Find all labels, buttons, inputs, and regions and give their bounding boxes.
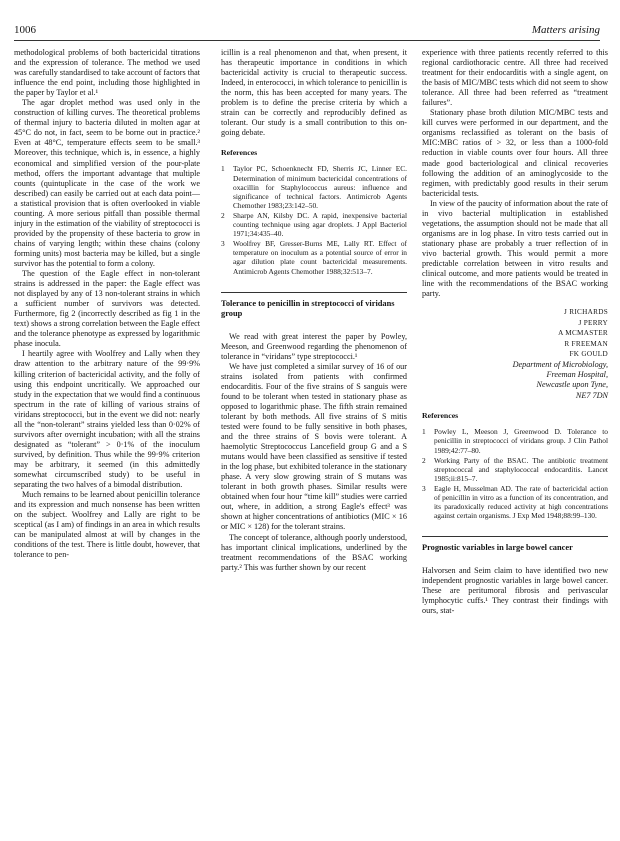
reference-item xyxy=(422,427,608,454)
reference-list xyxy=(422,427,608,520)
affiliation-line: NE7 7DN xyxy=(575,390,608,400)
article-separator-rule xyxy=(221,292,407,293)
paragraph: I heartily agree with Woolfrey and Lally when they draw attention to the arbitrary nature of the 99·9% killing criterion of bactericidal activity, and the folly of using this endpoint uncritically. We approached our study in the expectation that we would find a continuous spectrum in the rate of killing of various strains of viridans streptococci, but in the event we did not: nearly all the “non-tolerant” strains yielded less than 0·02% of survivors after overnight incubation; with all the strains designated as “tolerant” > 0·1% of the inoculum survived, by definition. Thus while the 99·9% criterion may be arbitrary, it seemed (in this admittedly somewhat circumscribed study) to be useful in separating the two halves of a bimodal distribution. xyxy=(14,349,200,490)
affiliation-line: Newcastle upon Tyne, xyxy=(536,380,608,390)
author-affiliation xyxy=(422,360,608,402)
reference-item xyxy=(221,211,407,238)
page-number: 1006 xyxy=(14,24,36,36)
reference-item xyxy=(221,164,407,209)
paragraph: We read with great interest the paper by Powley, Meeson, and Greenwood regarding the phenomenon of tolerance in “viridans” type streptococci.¹ xyxy=(221,331,407,361)
author-name: J RICHARDS xyxy=(564,308,608,317)
column-3 xyxy=(422,48,608,616)
affiliation-line: Freeman Hospital, xyxy=(546,370,608,380)
author-list xyxy=(422,307,608,360)
paragraph: Stationary phase broth dilution MIC/MBC tests and kill curves were performed in our department, and the organisms reclassified as tolerant on the basis of MIC:MBC ratios of > 32, or less than a 1000-fold reduction in viable counts over four hours. All three made good bacteriological and clinical recoveries following the addition of an aminoglycoside to the regimen, with predictably good results in their serum bactericidal tests. xyxy=(422,108,608,198)
reference-text: Powley L, Meeson J, Greenwood D. Tolerance to penicillin in streptococci of viridans group. J Clin Pathol 1989;42:77–80. xyxy=(434,427,608,455)
affiliation-line: Department of Microbiology, xyxy=(512,359,608,369)
reference-text: Woolfrey BF, Gresser-Burns ME, Lally RT. Effect of temperature on inoculum as a potential source of error in agar dilution plate count bactericidal measurements. Antimicrob Agents Chemother 1988;32:513–7. xyxy=(233,239,407,276)
reference-list xyxy=(221,164,407,275)
header-rule xyxy=(14,40,600,41)
column-1 xyxy=(14,48,200,560)
reference-text: Taylor PC, Schoenknecht FD, Sherris JC, Linner EC. Determination of minimum bactericidal concentrations of oxacillin for Staphylococcus aureus: influence and significance of technical factors. Antimicrob Agents Chemother 1983;23:142–50. xyxy=(233,164,407,210)
reference-number: 1 xyxy=(422,427,426,437)
reference-item xyxy=(422,484,608,520)
author-name: R FREEMAN xyxy=(564,339,608,348)
references-heading: References xyxy=(221,148,258,158)
paragraph: We have just completed a similar survey of 16 of our strains isolated from patients with confirmed endocarditis. Four of the five strains of S sanguis were found to be tolerant when tested in stationary phase as opposed to logarithmic phase. The fifth strain remained tolerant by both methods. All five strains of S mitis tested were found to be fully sensitive in both phases, and the three strains of S bovis were tolerant. A haemolytic Streptococcus Lancefield group G and a S mutans would have been classified as sensitive if tested in the log phase, but exhibited tolerance in the stationary phase. A very slow growing strain of S mutans was tolerant in both growth phases. Similar results were obtained when four hour “time kill” studies were carried out, where, in addition, a strong Eagle's effect³ was shown at higher concentrations of antibiotics (MIC × 16 or MIC × 128) for the tolerant strains. xyxy=(221,361,407,532)
column-2 xyxy=(221,48,407,573)
reference-number: 3 xyxy=(221,239,225,249)
article-title: Prognostic variables in large bowel cancer xyxy=(422,543,573,553)
reference-text: Eagle H, Musselman AD. The rate of bactericidal action of penicillin in vitro as a function of its concentration, and its paradoxically reduced activity at high concentrations against certain organisms. J Exp Med 1948;88:99–130. xyxy=(434,483,608,521)
reference-number: 2 xyxy=(221,210,225,220)
reference-item xyxy=(221,239,407,275)
paragraph: The concept of tolerance, although poorly understood, has important clinical implications, underlined by the treatment recommendations of the BSAC working party.² This was further shown by our recent xyxy=(221,532,407,572)
running-section-title: Matters arising xyxy=(531,24,600,36)
paragraph: experience with three patients recently referred to this regional cardiothoracic centre. All three had received treatment for their endocarditis with a single agent, on the basis of MIC/MBC tests which did not seem to show tolerance. All three had been referred as “treatment failures”. xyxy=(422,48,608,108)
paragraph: methodological problems of both bactericidal titrations and the expression of tolerance. The method we used was carefully standardised to take account of factors that influence the end point, including those highlighted in the paper by Taylor et al.¹ xyxy=(14,48,200,98)
paragraph: icillin is a real phenomenon and that, when present, it has therapeutic importance in conditions in which bactericidal activity is crucial to therapeutic success. Indeed, in enterococci, in which tolerance to penicillin is the norm, this has been accepted for many years. The problem is to define the precise criteria by which a strain can be correctly and reproducibly defined as tolerant. Our study is a small contribution to this on-going debate. xyxy=(221,48,407,138)
reference-number: 3 xyxy=(422,483,426,493)
reference-item xyxy=(422,456,608,483)
reference-text: Working Party of the BSAC. The antibiotic treatment streptococcal and staphylococcal endocarditis. Lancet 1985;ii:815–7. xyxy=(434,455,608,483)
reference-number: 1 xyxy=(221,164,225,174)
reference-number: 2 xyxy=(422,455,426,465)
paragraph: The question of the Eagle effect in non-tolerant strains is addressed in the paper: the Eagle effect was not displayed by any of 13 non-tolerant strains in which a sufficient number of survivors was detected. Furthermore, fig 2 (incorrectly described as fig 1 in the text) shows a strong correlation between the Eagle effect and the tolerance phenotype as expressed by logarithmic phase inocula. xyxy=(14,269,200,349)
article-title: Tolerance to penicillin in streptococci of viridans group xyxy=(221,298,395,319)
reference-text: Sharpe AN, Kilsby DC. A rapid, inexpensive bacterial counting technique using agar droplets. J Appl Bacteriol 1971;34:435–40. xyxy=(233,210,407,239)
author-name: A MCMASTER xyxy=(558,329,608,338)
paragraph: In view of the paucity of information about the rate of in vivo bacterial multiplication in established vegetations, the assumption should not be made that all organisms are in log phase. In vitro tests carried out in stationary phase are probably a truer reflection of in vivo bacterial growth. This would permit a more predictable correlation between in vitro results and clinical outcome, and more patients would be treated in line with the recommendations of the BSAC working party. xyxy=(422,198,608,299)
paragraph: Much remains to be learned about penicillin tolerance and its expression and much nonsense has been written on the subject. Woolfrey and Lally are right to be sceptical (as I am) of findings in an area in which results can be manipulated almost at will by changes in the conditions of the test. There is little doubt, however, that tolerance to pen- xyxy=(14,490,200,560)
author-name: J PERRY xyxy=(578,318,608,327)
article-separator-rule xyxy=(422,536,608,537)
author-name: FK GOULD xyxy=(569,350,608,359)
references-heading: References xyxy=(422,411,459,421)
paragraph: Halvorsen and Seim claim to have identified two new independent prognostic variables in large bowel cancer. These are peritumoral fibrosis and perivascular lymphocytic cuffs.¹ They contrast their findings with ours, stat- xyxy=(422,565,608,615)
paragraph: The agar droplet method was used only in the construction of killing curves. The theoretical problems of thermal injury to bacteria diluted in molten agar at 45°C do not, in fact, seem to be borne out in practice.² Even at 48°C, temperature effects seem to be small.³ Moreover, this technique, which is, in essence, a highly economical and simplified version of the pour-plate method, offers the important advantage that multiple counts (quintuplicate in the case of the work we described) can easily be carried out at each data point—a statistical provision that is often overlooked in viable counting. A more serious pitfall than possible thermal injury in the estimation of the viability of streptococci is provided by the propensity of these bacteria to grow in chains of varying length; within these chains (colony forming units) most bacteria may be killed, but a single survivor has the potential to form a colony. xyxy=(14,98,200,268)
